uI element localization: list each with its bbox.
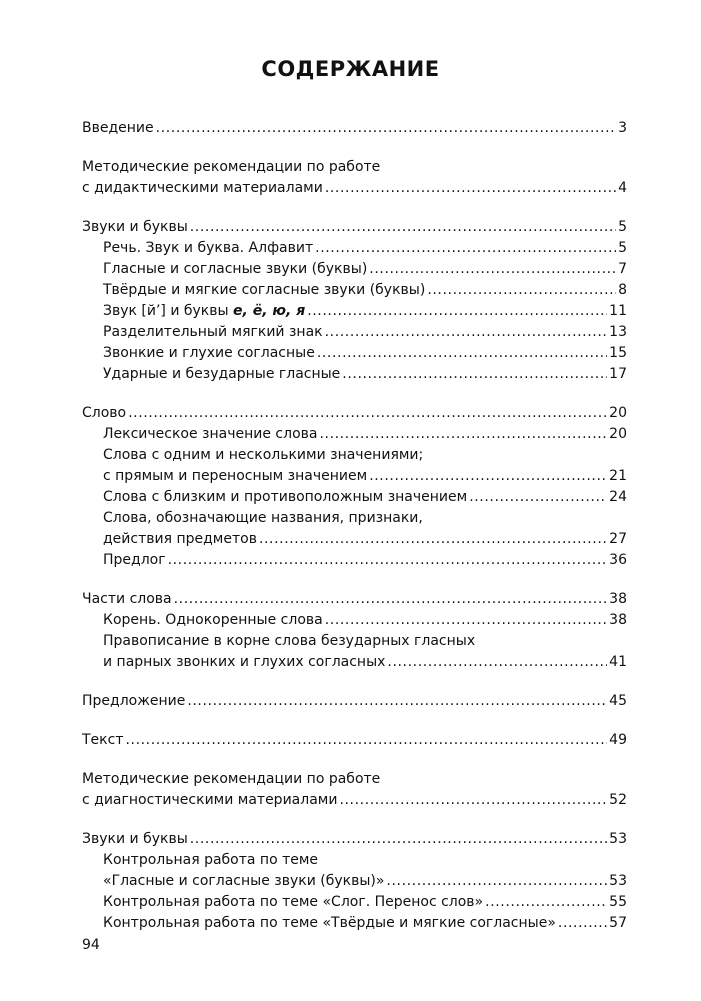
- toc-entry[interactable]: [82, 217, 627, 238]
- toc-page-number: 36: [609, 552, 627, 568]
- toc-entry-text: Звуки и буквы: [82, 831, 188, 847]
- toc-entry[interactable]: [82, 730, 627, 751]
- toc-entry[interactable]: [82, 508, 627, 529]
- toc-page-number: 38: [609, 591, 627, 607]
- toc-entry[interactable]: [82, 871, 627, 892]
- toc-entry[interactable]: [82, 343, 627, 364]
- toc-leader: [485, 892, 607, 913]
- toc-entry[interactable]: [82, 364, 627, 385]
- page-number: 94: [82, 937, 100, 953]
- toc-entry[interactable]: [82, 913, 627, 934]
- toc-entry-text: Слова с одним и несколькими значениями;: [103, 447, 424, 463]
- toc-group-text: [82, 730, 627, 751]
- toc-entry-text: Части слова: [82, 591, 172, 607]
- toc-entry-text: Речь. Звук и буква. Алфавит: [103, 240, 314, 256]
- toc-page-number: 13: [609, 324, 627, 340]
- toc-leader: [325, 178, 616, 199]
- toc-leader: [319, 424, 607, 445]
- toc-entry-text: Контрольная работа по теме «Твёрдые и мягкие согласные»: [103, 915, 556, 931]
- toc-page-number: 4: [618, 180, 627, 196]
- toc-entry-text: Гласные и согласные звуки (буквы): [103, 261, 368, 277]
- toc-entry[interactable]: [82, 610, 627, 631]
- toc-entry[interactable]: [82, 529, 627, 550]
- toc-leader: [369, 259, 616, 280]
- toc-page-number: 20: [609, 426, 627, 442]
- toc-group-sounds: [82, 217, 627, 385]
- toc-entry[interactable]: [82, 445, 627, 466]
- toc-page-number: 53: [609, 831, 627, 847]
- toc-entry[interactable]: [82, 652, 627, 673]
- toc-group-method1: [82, 157, 627, 199]
- toc-entry-text: Предлог: [103, 552, 166, 568]
- toc-entry-text: и парных звонких и глухих согласных: [103, 654, 386, 670]
- toc-entry-text: с дидактическими материалами: [82, 180, 323, 196]
- toc-entry[interactable]: [82, 892, 627, 913]
- toc-entry-text: Введение: [82, 120, 154, 136]
- toc-leader: [387, 652, 607, 673]
- toc-page-number: 49: [609, 732, 627, 748]
- toc-entry-text: Разделительный мягкий знак: [103, 324, 323, 340]
- toc-page-number: 45: [609, 693, 627, 709]
- toc-entry[interactable]: [82, 487, 627, 508]
- toc-entry-text: Текст: [82, 732, 124, 748]
- toc-entry-text: Методические рекомендации по работе: [82, 771, 381, 787]
- toc-entry-text: [103, 301, 305, 322]
- toc-entry-text-plain: Звук [й’] и буквы: [103, 303, 234, 319]
- toc-leader: [386, 871, 607, 892]
- toc-leader: [307, 301, 607, 322]
- toc-page-number: 17: [609, 366, 627, 382]
- toc-entry[interactable]: [82, 259, 627, 280]
- toc-leader: [315, 238, 616, 259]
- toc-entry-text: Контрольная работа по теме: [103, 852, 319, 868]
- table-of-contents: [82, 118, 627, 952]
- toc-entry-text: Контрольная работа по теме «Слог. Перенос слов»: [103, 894, 484, 910]
- toc-leader: [469, 487, 607, 508]
- toc-leader: [369, 466, 607, 487]
- toc-entry-text: с прямым и переносным значением: [103, 468, 368, 484]
- toc-leader: [339, 790, 607, 811]
- toc-page-number: 41: [609, 654, 627, 670]
- toc-entry[interactable]: [82, 790, 627, 811]
- toc-entry[interactable]: [82, 850, 627, 871]
- toc-leader: [156, 118, 616, 139]
- toc-entry-text: действия предметов: [103, 531, 257, 547]
- toc-entry-text: Предложение: [82, 693, 186, 709]
- toc-entry-text: Звонкие и глухие согласные: [103, 345, 315, 361]
- toc-entry-text: Твёрдые и мягкие согласные звуки (буквы): [103, 282, 426, 298]
- toc-entry-text: Методические рекомендации по работе: [82, 159, 381, 175]
- toc-entry[interactable]: [82, 178, 627, 199]
- toc-entry-text: Слова с близким и противоположным значением: [103, 489, 468, 505]
- toc-leader: [168, 550, 608, 571]
- toc-page-number: 5: [618, 219, 627, 235]
- toc-leader: [342, 364, 607, 385]
- toc-entry-letters: е, ё, ю, я: [233, 303, 306, 319]
- toc-entry[interactable]: [82, 157, 627, 178]
- toc-leader: [174, 589, 608, 610]
- toc-leader: [317, 343, 607, 364]
- toc-leader: [325, 322, 608, 343]
- toc-group-sounds2: [82, 829, 627, 934]
- toc-entry[interactable]: [82, 589, 627, 610]
- toc-page-number: 15: [609, 345, 627, 361]
- toc-page-number: 3: [618, 120, 627, 136]
- toc-leader: [558, 913, 607, 934]
- toc-entry[interactable]: [82, 829, 627, 850]
- toc-page-number: 57: [609, 915, 627, 931]
- toc-page-number: 38: [609, 612, 627, 628]
- toc-entry[interactable]: [82, 631, 627, 652]
- toc-entry-text: Лексическое значение слова: [103, 426, 318, 442]
- toc-leader: [187, 691, 607, 712]
- toc-group-sentence: [82, 691, 627, 712]
- toc-entry-text: Ударные и безударные гласные: [103, 366, 341, 382]
- toc-group-parts: [82, 589, 627, 673]
- toc-entry-text: с диагностическими материалами: [82, 792, 338, 808]
- toc-entry-text: Слово: [82, 405, 127, 421]
- toc-leader: [190, 217, 616, 238]
- toc-group-word: [82, 403, 627, 571]
- toc-page-number: 8: [618, 282, 627, 298]
- toc-group-method2: [82, 769, 627, 811]
- toc-page-number: 11: [609, 303, 627, 319]
- toc-entry[interactable]: [82, 301, 627, 322]
- toc-entry[interactable]: [82, 403, 627, 424]
- toc-entry[interactable]: [82, 466, 627, 487]
- toc-page-number: 20: [609, 405, 627, 421]
- toc-entry[interactable]: [82, 118, 627, 139]
- toc-leader: [259, 529, 607, 550]
- toc-leader: [190, 829, 607, 850]
- toc-page-number: 27: [609, 531, 627, 547]
- toc-page-number: 52: [609, 792, 627, 808]
- toc-page-number: 53: [609, 873, 627, 889]
- toc-page-number: 24: [609, 489, 627, 505]
- toc-entry-text: Правописание в корне слова безударных гласных: [103, 633, 476, 649]
- page-title: СОДЕРЖАНИЕ: [261, 57, 440, 81]
- toc-entry[interactable]: [82, 424, 627, 445]
- toc-entry[interactable]: [82, 550, 627, 571]
- toc-page-number: 7: [618, 261, 627, 277]
- toc-page-number: 5: [618, 240, 627, 256]
- toc-leader: [125, 730, 607, 751]
- toc-entry[interactable]: [82, 280, 627, 301]
- toc-entry-text: Звуки и буквы: [82, 219, 188, 235]
- toc-leader: [128, 403, 607, 424]
- toc-entry[interactable]: [82, 691, 627, 712]
- toc-leader: [325, 610, 607, 631]
- toc-entry-text: Слова, обозначающие названия, признаки,: [103, 510, 423, 526]
- toc-page-number: 55: [609, 894, 627, 910]
- toc-group-intro: [82, 118, 627, 139]
- toc-entry[interactable]: [82, 238, 627, 259]
- toc-entry-text: «Гласные и согласные звуки (буквы)»: [103, 873, 385, 889]
- toc-entry[interactable]: [82, 769, 627, 790]
- toc-leader: [427, 280, 616, 301]
- toc-entry[interactable]: [82, 322, 627, 343]
- toc-page-number: 21: [609, 468, 627, 484]
- toc-entry-text: Корень. Однокоренные слова: [103, 612, 323, 628]
